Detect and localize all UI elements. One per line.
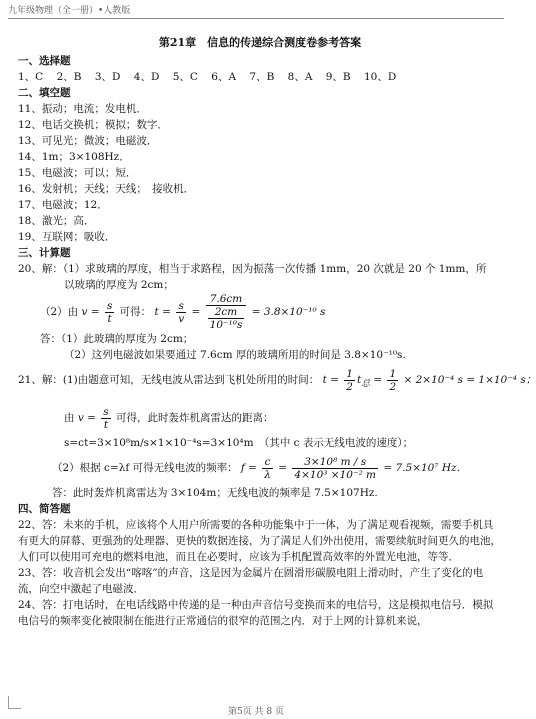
q20-line2: 以玻璃的厚度为 2cm；	[64, 279, 174, 291]
fill-answer: 18、激光；高．	[18, 215, 95, 227]
answer-label: 答：	[40, 333, 61, 345]
q21-velocity-formula: v = $\frac{s}{t}$	[77, 405, 109, 431]
choice-answers	[18, 69, 502, 85]
fill-answer: 13、可见光；微波；电磁波．	[18, 135, 158, 147]
page-title: 第21章 信息的传递综合测度卷参考答案	[158, 36, 362, 49]
q21-time-formula: t = $\frac{1}{2}$ $t_总$ = $\frac{1}{2}$	[322, 367, 397, 393]
velocity-formula: v = $\frac{s}{t}$	[81, 299, 113, 325]
q22-answer: 22、答：未来的手机，应该将个人用户所需要的各种功能集中于一体，为了满足观看视频，需要手机具有更大的屏幕、更强劲的处理器、更快的数据连接，为了满足人们外出使用，需要续航时间更久的电池，人们可以使用可充电的燃料电池，而且在必要时，应该为手机配置高效率的外置光电池，等等．	[18, 519, 501, 564]
fill-answer: 14、1m；3×108Hz．	[18, 151, 130, 163]
q20-eq-prefix: （2）由	[40, 306, 79, 318]
choice-answer: 1、C	[18, 71, 44, 83]
choice-answer: 8、A	[287, 71, 313, 83]
q21-frequency-formula: f = $\frac{c}{\lambda}$ = $\frac{\text{3×10⁸ m / s}}{\text{4×10³ ×10⁻² m}}$	[240, 455, 377, 481]
fill-answer: 17、电磁波；12．	[18, 199, 108, 211]
fill-answer: 15、电磁波；可以；短．	[18, 167, 137, 179]
running-header: 九年级物理（全一册）•人教版	[8, 3, 504, 19]
time-formula: t = $\frac{s}{v}$ = $\frac{7.6cm}{\frac{2cm}{\text{10⁻¹⁰s}}}$	[155, 306, 249, 318]
section-heading-fill: 二、填空题	[18, 87, 71, 99]
q20-line1: 20、解：（1）求玻璃的厚度，相当于求路程，因为振荡一次传播 1mm，20 次就是 20 个 1mm，所	[18, 263, 487, 275]
q24-answer: 24、答：打电话时，在电话线路中传递的是一种由声音信号变换而来的电信号，这是模拟电信号．模拟电信号的频率变化被限制在能进行正常通信的很窄的范围之内．对于上网的计算机来说，	[18, 599, 494, 628]
q20-answer-1: 答：（1）此玻璃的厚度为 2cm；	[40, 333, 194, 345]
q21-answer: 答：此时轰炸机离雷达为 3×104m；无线电波的频率是 7.5×107Hz.	[52, 487, 378, 500]
choice-answer: 10、D	[364, 71, 397, 83]
choice-answer: 9、B	[325, 71, 351, 83]
choice-answer: 4、D	[133, 71, 160, 83]
choice-answer: 2、B	[56, 71, 82, 83]
page-footer: 第5页 共 8 页	[227, 707, 285, 717]
fill-answer: 12、电话交换机；模拟；数字．	[18, 119, 168, 131]
q20-eq-result: = 3.8×10⁻¹⁰ s	[251, 306, 326, 318]
q21-line2: 由 v = $\frac{s}{t}$ 可得，此时轰炸机离雷达的距离：	[64, 405, 274, 431]
section-heading-choice: 一、选择题	[18, 55, 71, 67]
section-heading-short: 四、简答题	[18, 503, 71, 516]
q21-line3: s=ct=3×10⁸m/s×1×10⁻⁴s=3×10⁴m （其中 c 表示无线电波的速度）；	[64, 437, 414, 450]
q21-line1: 21、解：(1)由题意可知，无线电波从雷达到飞机处所用的时间： t = $\frac{1}{2}$ $t_总$ = $\frac{1}{2}$ × 2×10⁻⁴ s = 1×10⁻⁴ s；	[18, 367, 536, 393]
choice-answer: 7、B	[249, 71, 275, 83]
fill-answer: 16、发射机；天线；天线； 接收机．	[18, 183, 195, 195]
choice-answer: 6、A	[211, 71, 237, 83]
q21-line4: （2）根据 c=λf 可得无线电波的频率： f = $\frac{c}{\lambda}$ = $\frac{\text{3×10⁸ m / s}}{\text{4×10³ ×10⁻² m}}$ = 7.5×10⁷ Hz．	[52, 455, 468, 481]
answer-sheet	[18, 34, 536, 629]
choice-answer: 3、D	[94, 71, 121, 83]
q20-eq-mid: 可得：	[119, 306, 152, 318]
section-heading-calc: 三、计算题	[18, 247, 71, 259]
q20-equation	[18, 293, 502, 331]
fill-answer: 11、振动；电流；发电机．	[18, 103, 147, 115]
q20-answer-2: （2）这列电磁波如果要通过 7.6cm 厚的玻璃所用的时间是 3.8×10⁻¹⁰s.	[64, 349, 406, 361]
choice-answer: 5、C	[172, 71, 198, 83]
fill-answer: 19、互联网；吸收．	[18, 231, 116, 243]
q23-answer: 23、答：收音机会发出“喀喀”的声音，这是因为金属片在圆滑形碳膜电阻上滑动时，产生了变化的电流，向空中激起了电磁波．	[18, 567, 484, 596]
